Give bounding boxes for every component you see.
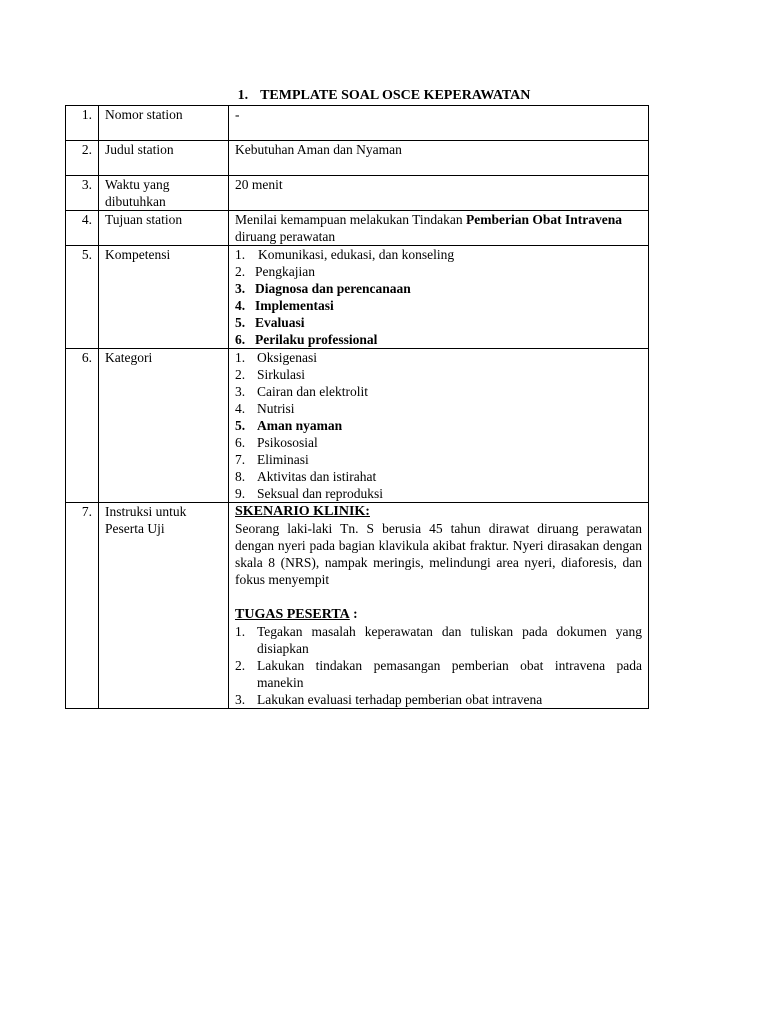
row-value — [229, 503, 649, 709]
row-label: Kategori — [99, 349, 229, 503]
title-text: TEMPLATE SOAL OSCE KEPERAWATAN — [260, 88, 531, 103]
list-item: 1. Tegakan masalah keperawatan dan tuliskan pada dokumen yang disiapkan — [235, 624, 642, 656]
table-row-waktu — [66, 176, 649, 211]
row-value: - — [229, 106, 649, 141]
row-value — [229, 349, 649, 503]
row-value — [229, 211, 649, 246]
title-number: 1. — [237, 88, 249, 103]
row-label: Nomor station — [99, 106, 229, 141]
list-item: 1. Oksigenasi — [235, 350, 317, 365]
table-row-nomor-station — [66, 106, 649, 141]
scenario-text: Seorang laki-laki Tn. S berusia 45 tahun dirawat diruang perawatan dengan nyeri pada bagian klavikula akibat fraktur. Nyeri dirasakan dengan skala 8 (NRS), nampak meringis, melindungi area nyeri, diaforesis, dan fokus menyempit — [235, 521, 642, 587]
table-row-tujuan-station — [66, 211, 649, 246]
row-value: 20 menit — [229, 176, 649, 211]
row-label: Kompetensi — [99, 246, 229, 349]
list-item: 1. Komunikasi, edukasi, dan konseling — [235, 247, 455, 262]
kompetensi-list — [235, 246, 642, 348]
tujuan-text-pre: Menilai kemampuan melakukan Tindakan — [235, 212, 466, 227]
task-list — [235, 623, 642, 708]
list-item: 6. Perilaku professional — [235, 332, 378, 347]
tujuan-text-bold: Pemberian Obat Intravena — [465, 212, 622, 227]
list-item: 9. Seksual dan reproduksi — [235, 486, 383, 501]
list-item: 3. Lakukan evaluasi terhadap pemberian obat intravena — [235, 692, 543, 707]
list-item: 2. Pengkajian — [235, 264, 315, 279]
document-title — [0, 87, 768, 105]
row-label: Waktu yang dibutuhkan — [99, 176, 229, 211]
list-item: 4. Nutrisi — [235, 401, 295, 416]
row-number: 4. — [66, 211, 99, 246]
list-item: 3. Diagnosa dan perencanaan — [235, 281, 411, 296]
row-number: 7. — [66, 503, 99, 709]
task-heading-suffix: : — [349, 606, 358, 621]
table-row-instruksi — [66, 503, 649, 709]
row-number: 1. — [66, 106, 99, 141]
table-row-kategori — [66, 349, 649, 503]
osce-template-table — [65, 105, 649, 709]
task-heading-line — [235, 605, 642, 623]
list-item: 2. Lakukan tindakan pemasangan pemberian obat intravena pada manekin — [235, 658, 642, 690]
list-item: 4. Implementasi — [235, 298, 334, 313]
scenario-heading: SKENARIO KLINIK: — [235, 504, 370, 519]
row-number: 3. — [66, 176, 99, 211]
table-row-judul-station — [66, 141, 649, 176]
table-row-kompetensi — [66, 246, 649, 349]
list-item: 5. Evaluasi — [235, 315, 305, 330]
list-item: 7. Eliminasi — [235, 452, 309, 467]
list-item: 3. Cairan dan elektrolit — [235, 384, 368, 399]
spacer — [235, 588, 642, 605]
row-number: 2. — [66, 141, 99, 176]
list-item: 8. Aktivitas dan istirahat — [235, 469, 377, 484]
task-heading: TUGAS PESERTA — [235, 607, 350, 622]
list-item: 2. Sirkulasi — [235, 367, 306, 382]
tujuan-text-post: diruang perawatan — [235, 229, 336, 244]
list-item: 6. Psikososial — [235, 435, 318, 450]
row-label: Tujuan station — [99, 211, 229, 246]
row-number: 5. — [66, 246, 99, 349]
row-label: Instruksi untuk Peserta Uji — [99, 503, 229, 709]
list-item: 5. Aman nyaman — [235, 418, 343, 433]
row-value: Kebutuhan Aman dan Nyaman — [229, 141, 649, 176]
row-value — [229, 246, 649, 349]
row-label: Judul station — [99, 141, 229, 176]
kategori-list — [235, 349, 642, 502]
row-number: 6. — [66, 349, 99, 503]
